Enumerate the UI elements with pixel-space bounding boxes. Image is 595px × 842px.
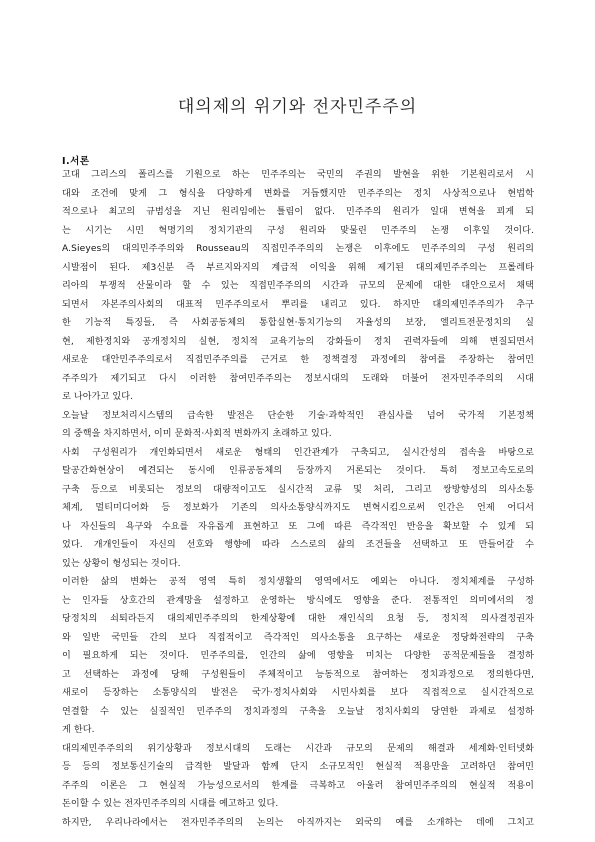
body-text-line: 의 중핵을 차지하면서, 이미 문화적·사회적 변화까지 초래하고 있다.	[62, 429, 332, 439]
body-text-line: 대와 조건에 맞게 그 형식을 다양하게 변화를 거듭했지만 민주주의는 정치 사상적으로나 현법학	[62, 188, 534, 199]
section-heading: Ⅰ.서론	[62, 156, 90, 167]
body-text-line: 대의제민주주의의 위기상황과 정보시대의 도래는 시간과 규모의 문제의 해결과 세계화·인터넷화	[62, 743, 534, 754]
body-text-line: 는 시기는 시민 혁명기의 정치기관의 구성 원리와 맞물린 민주주의 논쟁 이후일 것이다.	[62, 225, 534, 236]
body-text-line: 돈이할 수 있는 전자민주주의의 시대를 예고하고 있다.	[62, 799, 279, 809]
body-text-line: 게 한다.	[62, 725, 95, 735]
document-title: 대의제의 위기와 전자민주주의	[177, 97, 418, 117]
body-text-line: 이러한 삶의 변화는 공적 영역 특히 정치생활의 영역에서도 예외는 아니다. 정치체계를 구성하	[62, 577, 534, 587]
body-text-line: 었다. 개개인들이 자신의 선호와 행향에 따라 스스로의 삶의 조건들을 선택하고 또 만들어갈 수	[62, 540, 534, 550]
body-text-line: 로 나아가고 있다.	[62, 392, 134, 402]
body-text-line: 체계, 멀티미디어화 등 정보화가 기존의 의사소통양식까지도 변혁시킴으로써 인간은 언제 어디서	[62, 503, 534, 513]
body-text-line: 고대 그리스의 폴리스를 기원으로 하는 민주주의는 국민의 주권의 발현을 위한 기본원리로서 시	[62, 170, 534, 180]
body-text-line: 하지만, 우리나라에서는 전자민주주의의 논의는 아직까지는 외국의 예를 소개하는 데에 그치고	[62, 817, 534, 828]
body-text-line: 새로운 대안민주주의로서 직접민주주의를 근거로 한 정책결정 과정에의 참여를 주장하는 참여민	[62, 355, 534, 365]
body-text-line: 적으로나 최고의 규범성을 지닌 원리임에는 틀림이 없다. 민주주의 원리가 일대 변혁을 꾀게 되	[62, 207, 534, 217]
body-text-line: 사회 구성원리가 개인화되면서 새로운 형태의 인간관계가 구축되고, 실시간성의 접속을 바탕으로	[62, 447, 534, 458]
body-text-line: 리아의 투쟁적 산물이라 할 수 있는 직접민주주의의 시간과 규모의 문제에 대한 대안으로서 채택	[62, 281, 534, 291]
body-text-line: 한 기능적 특징들, 즉 사회공동체의 통합실현·통치기능의 자율성의 보장, 엘리트전문정치의 실	[62, 318, 534, 328]
body-text-line: 오늘날 정보처리시스템의 급속한 발전은 단순한 기술·과학적인 관심사를 넘어 국가적 기본정책	[62, 410, 534, 421]
body-text-line: 시발점이 된다. 제3신분 즉 부르지와지의 계급적 이익을 위해 제기된 대의제민주주의는 프롤레타	[62, 262, 534, 273]
body-text-line: A.Sieyes의 대의민주주의와 Rousseau의 직접민주주의의 논쟁은 이후에도 민주주의의 구성 원리의	[62, 244, 534, 254]
body-text-line: 와 일반 국민들 간의 보다 직접적이고 즉각적인 의사소통을 요구하는 새로운 정당화전략의 구축	[62, 632, 534, 643]
body-text-line: 탈공간화현상이 예견되는 동시에 인류공동체의 등장까지 거론되는 것이다. 특히 정보고속도로의	[62, 466, 534, 476]
body-text-line: 는 인자들 상호간의 관계망을 설정하고 운영하는 방식에도 영향을 준다. 전통적인 의미에서의 정	[62, 595, 534, 606]
body-text-line: 당정치의 쇠퇴라든지 대의제민주주의의 한계상황에 대한 재인식의 요청 등, 정치적 의사결정권자	[62, 614, 534, 624]
body-text-line: 새로이 등장하는 소통양식의 발전은 국가·정치사회와 시민사회를 보다 직접적으로 실시간적으로	[62, 688, 534, 698]
body-text-line: 현, 제한정치와 공개정치의 실현, 정치적 교육기능의 강화들이 정치 권력자들에 의해 변질되면서	[62, 336, 534, 347]
body-text-line: 등 등의 정보통신기술의 급격한 발달과 함께 단지 소규모적인 현실적 적용만을 고려하던 참여민	[62, 762, 534, 772]
body-text-line: 주주의가 제기되고 다시 이러한 참여민주주의는 정보시대의 도래와 더불어 전자민주주의의 시대	[62, 373, 534, 384]
body-text-line: 주주의 이론은 그 현실적 가능성으로서의 한계를 극복하고 아울러 참여민주주의의 현실적 적용이	[62, 780, 534, 791]
body-text-line: 이 필요하게 되는 것이다. 민주주의를, 인간의 삶에 영향을 미치는 다양한 공적문제들을 결정하	[62, 651, 534, 661]
body-text-line: 구축 등으로 비롯되는 정보의 대량적이고도 실시간적 교류 및 처리, 그리고 쌍방향성의 의사소통	[62, 484, 534, 495]
body-text-line: 나 자신들의 욕구와 수요를 자유롭게 표현하고 또 그에 따른 즉각적인 반응을 확보할 수 있게 되	[62, 521, 534, 532]
body-text-line: 연결할 수 있는 실질적인 민주주의 정치과정의 구축을 오늘날 정치사회의 당연한 과제로 설정하	[62, 706, 534, 717]
body-text-line: 되면서 자본주의사회의 대표적 민주주의로서 뿌리를 내리고 있다. 하지만 대의제민주주의가 추구	[62, 299, 534, 310]
body-text-line: 있는 상황이 형성되는 것이다.	[62, 558, 181, 569]
body-text-line: 고 선택하는 과정에 당해 구성원들이 주체적이고 능동적으로 참여하는 정치과정으로 정의한다면,	[62, 669, 534, 680]
body-text	[62, 166, 534, 832]
